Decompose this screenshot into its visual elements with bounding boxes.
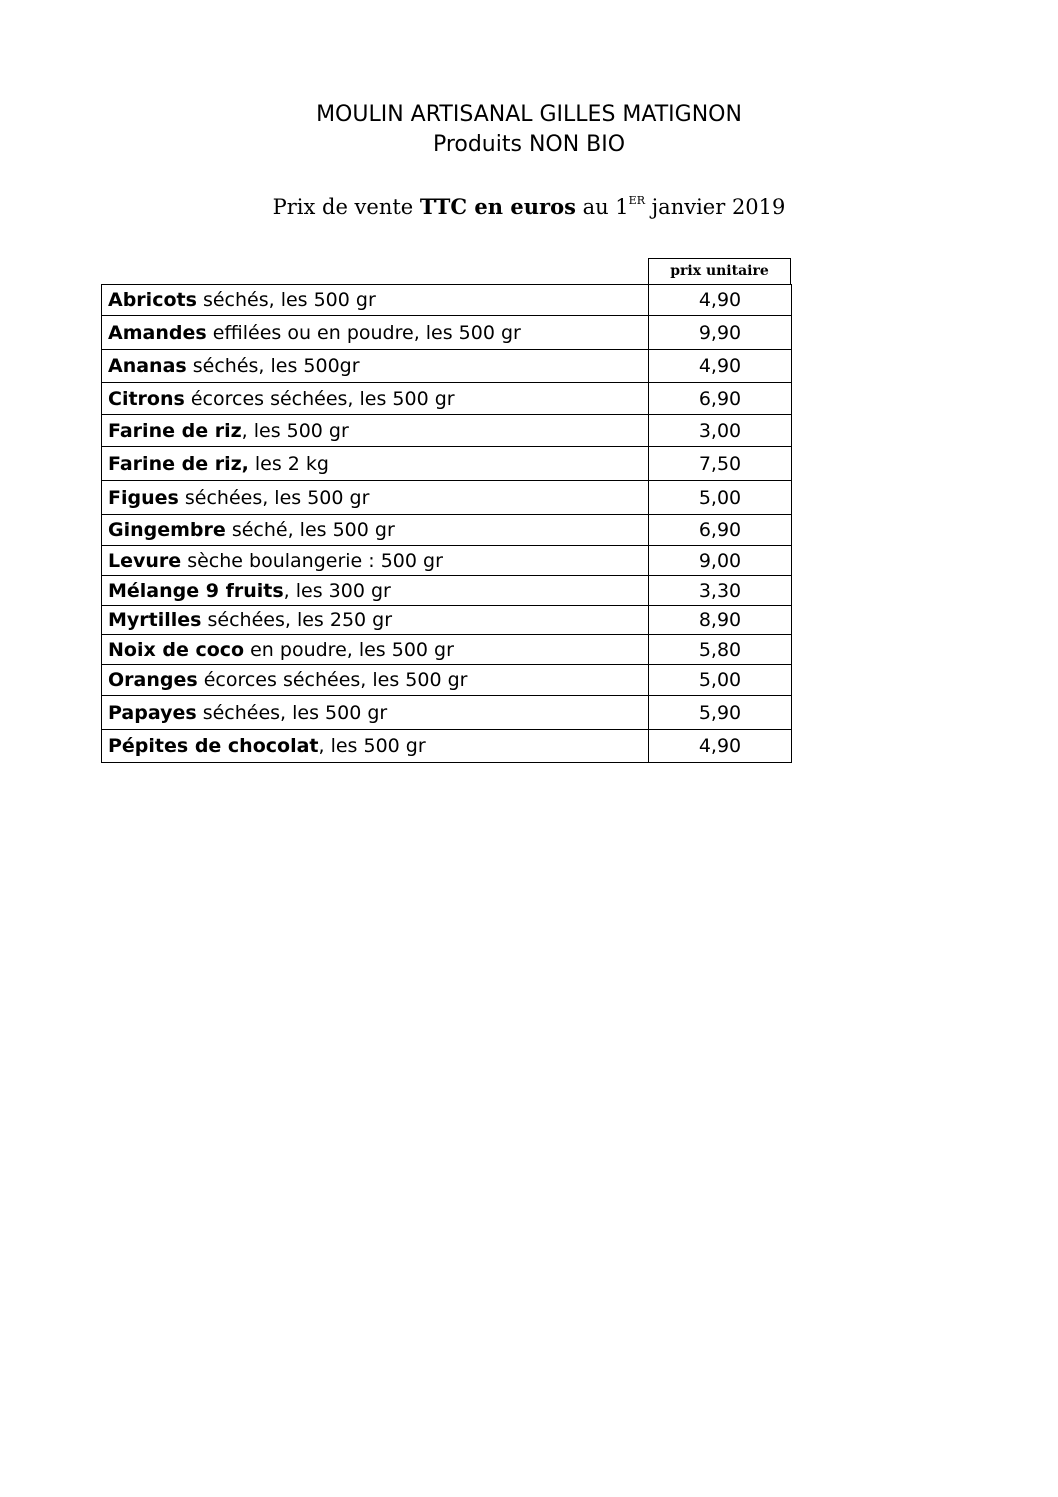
product-name-detail: séchées, les 500 gr bbox=[178, 486, 370, 509]
price-date-subtitle bbox=[0, 186, 1058, 222]
unit-price-cell: 4,90 bbox=[649, 730, 792, 763]
product-name-cell bbox=[102, 606, 649, 635]
subtitle-part4: janvier 2019 bbox=[644, 195, 786, 219]
table-row bbox=[102, 383, 792, 415]
product-name-detail: séchés, les 500gr bbox=[186, 355, 360, 377]
product-name-detail: séchés, les 500 gr bbox=[196, 289, 376, 311]
unit-price-cell: 9,90 bbox=[649, 316, 792, 350]
table-row bbox=[102, 546, 792, 576]
table-row bbox=[102, 576, 792, 606]
product-name-cell bbox=[102, 285, 649, 316]
table-row bbox=[102, 447, 792, 481]
product-name-bold: Farine de riz, bbox=[108, 452, 249, 475]
table-row bbox=[102, 415, 792, 447]
product-name-cell bbox=[102, 635, 649, 665]
price-table bbox=[101, 284, 792, 763]
unit-price-cell: 5,80 bbox=[649, 635, 792, 665]
subtitle-superscript: ER bbox=[628, 194, 645, 207]
product-name-cell bbox=[102, 665, 649, 696]
unit-price-cell: 5,90 bbox=[649, 696, 792, 730]
unit-price-cell: 3,30 bbox=[649, 576, 792, 606]
product-name-bold: Mélange 9 fruits bbox=[108, 579, 284, 602]
product-name-cell bbox=[102, 546, 649, 576]
unit-price-column-header: prix unitaire bbox=[648, 258, 791, 284]
unit-price-cell: 6,90 bbox=[649, 383, 792, 415]
product-name-detail: sèche boulangerie : 500 gr bbox=[181, 549, 443, 572]
unit-price-cell: 5,00 bbox=[649, 481, 792, 515]
category-title: Produits NON BIO bbox=[432, 132, 626, 157]
unit-price-cell: 4,90 bbox=[649, 285, 792, 316]
product-name-bold: Farine de riz bbox=[108, 419, 242, 442]
product-name-bold: Myrtilles bbox=[108, 609, 202, 631]
unit-price-cell: 6,90 bbox=[649, 515, 792, 546]
subtitle-part3: au 1 bbox=[575, 195, 629, 219]
product-name-cell bbox=[102, 383, 649, 415]
product-name-cell bbox=[102, 576, 649, 606]
table-row bbox=[102, 285, 792, 316]
subtitle-bold: TTC en euros bbox=[419, 194, 576, 219]
product-name-cell bbox=[102, 696, 649, 730]
unit-price-cell: 7,50 bbox=[649, 447, 792, 481]
table-row bbox=[102, 606, 792, 635]
product-name-detail: les 2 kg bbox=[248, 452, 329, 475]
product-name-bold: Amandes bbox=[108, 321, 207, 344]
table-row bbox=[102, 665, 792, 696]
company-title: MOULIN ARTISANAL GILLES MATIGNON bbox=[316, 102, 742, 127]
product-name-detail: effilées ou en poudre, les 500 gr bbox=[206, 321, 521, 344]
product-name-bold: Citrons bbox=[108, 387, 185, 410]
product-name-detail: séchées, les 250 gr bbox=[201, 609, 393, 631]
product-name-detail: , les 500 gr bbox=[241, 419, 349, 442]
product-name-bold: Pépites de chocolat bbox=[108, 735, 319, 757]
unit-price-cell: 3,00 bbox=[649, 415, 792, 447]
product-name-bold: Oranges bbox=[108, 669, 198, 691]
product-name-detail: en poudre, les 500 gr bbox=[244, 638, 454, 661]
product-name-bold: Abricots bbox=[108, 289, 197, 311]
product-name-bold: Ananas bbox=[108, 355, 187, 377]
table-row bbox=[102, 730, 792, 763]
table-row bbox=[102, 696, 792, 730]
table-row bbox=[102, 515, 792, 546]
unit-price-cell: 8,90 bbox=[649, 606, 792, 635]
product-name-cell bbox=[102, 350, 649, 383]
product-name-bold: Figues bbox=[108, 486, 179, 509]
product-name-cell bbox=[102, 730, 649, 763]
product-name-detail: écorces séchées, les 500 gr bbox=[197, 669, 468, 691]
product-name-bold: Noix de coco bbox=[108, 638, 245, 661]
unit-price-cell: 5,00 bbox=[649, 665, 792, 696]
product-name-detail: écorces séchées, les 500 gr bbox=[184, 387, 455, 410]
product-name-bold: Papayes bbox=[108, 701, 197, 724]
product-name-detail: séché, les 500 gr bbox=[225, 519, 395, 541]
product-name-detail: séchées, les 500 gr bbox=[196, 701, 388, 724]
table-row bbox=[102, 316, 792, 350]
subtitle-part1: Prix de vente bbox=[272, 195, 420, 219]
product-name-bold: Levure bbox=[108, 549, 182, 572]
product-name-bold: Gingembre bbox=[108, 519, 226, 541]
unit-price-cell: 4,90 bbox=[649, 350, 792, 383]
table-row bbox=[102, 635, 792, 665]
unit-price-cell: 9,00 bbox=[649, 546, 792, 576]
price-table-body bbox=[102, 285, 792, 763]
product-name-cell bbox=[102, 415, 649, 447]
product-name-cell bbox=[102, 316, 649, 350]
product-name-cell bbox=[102, 481, 649, 515]
product-name-cell bbox=[102, 447, 649, 481]
table-row bbox=[102, 350, 792, 383]
product-name-detail: , les 300 gr bbox=[283, 579, 391, 602]
product-name-cell bbox=[102, 515, 649, 546]
table-row bbox=[102, 481, 792, 515]
product-name-detail: , les 500 gr bbox=[318, 735, 426, 757]
